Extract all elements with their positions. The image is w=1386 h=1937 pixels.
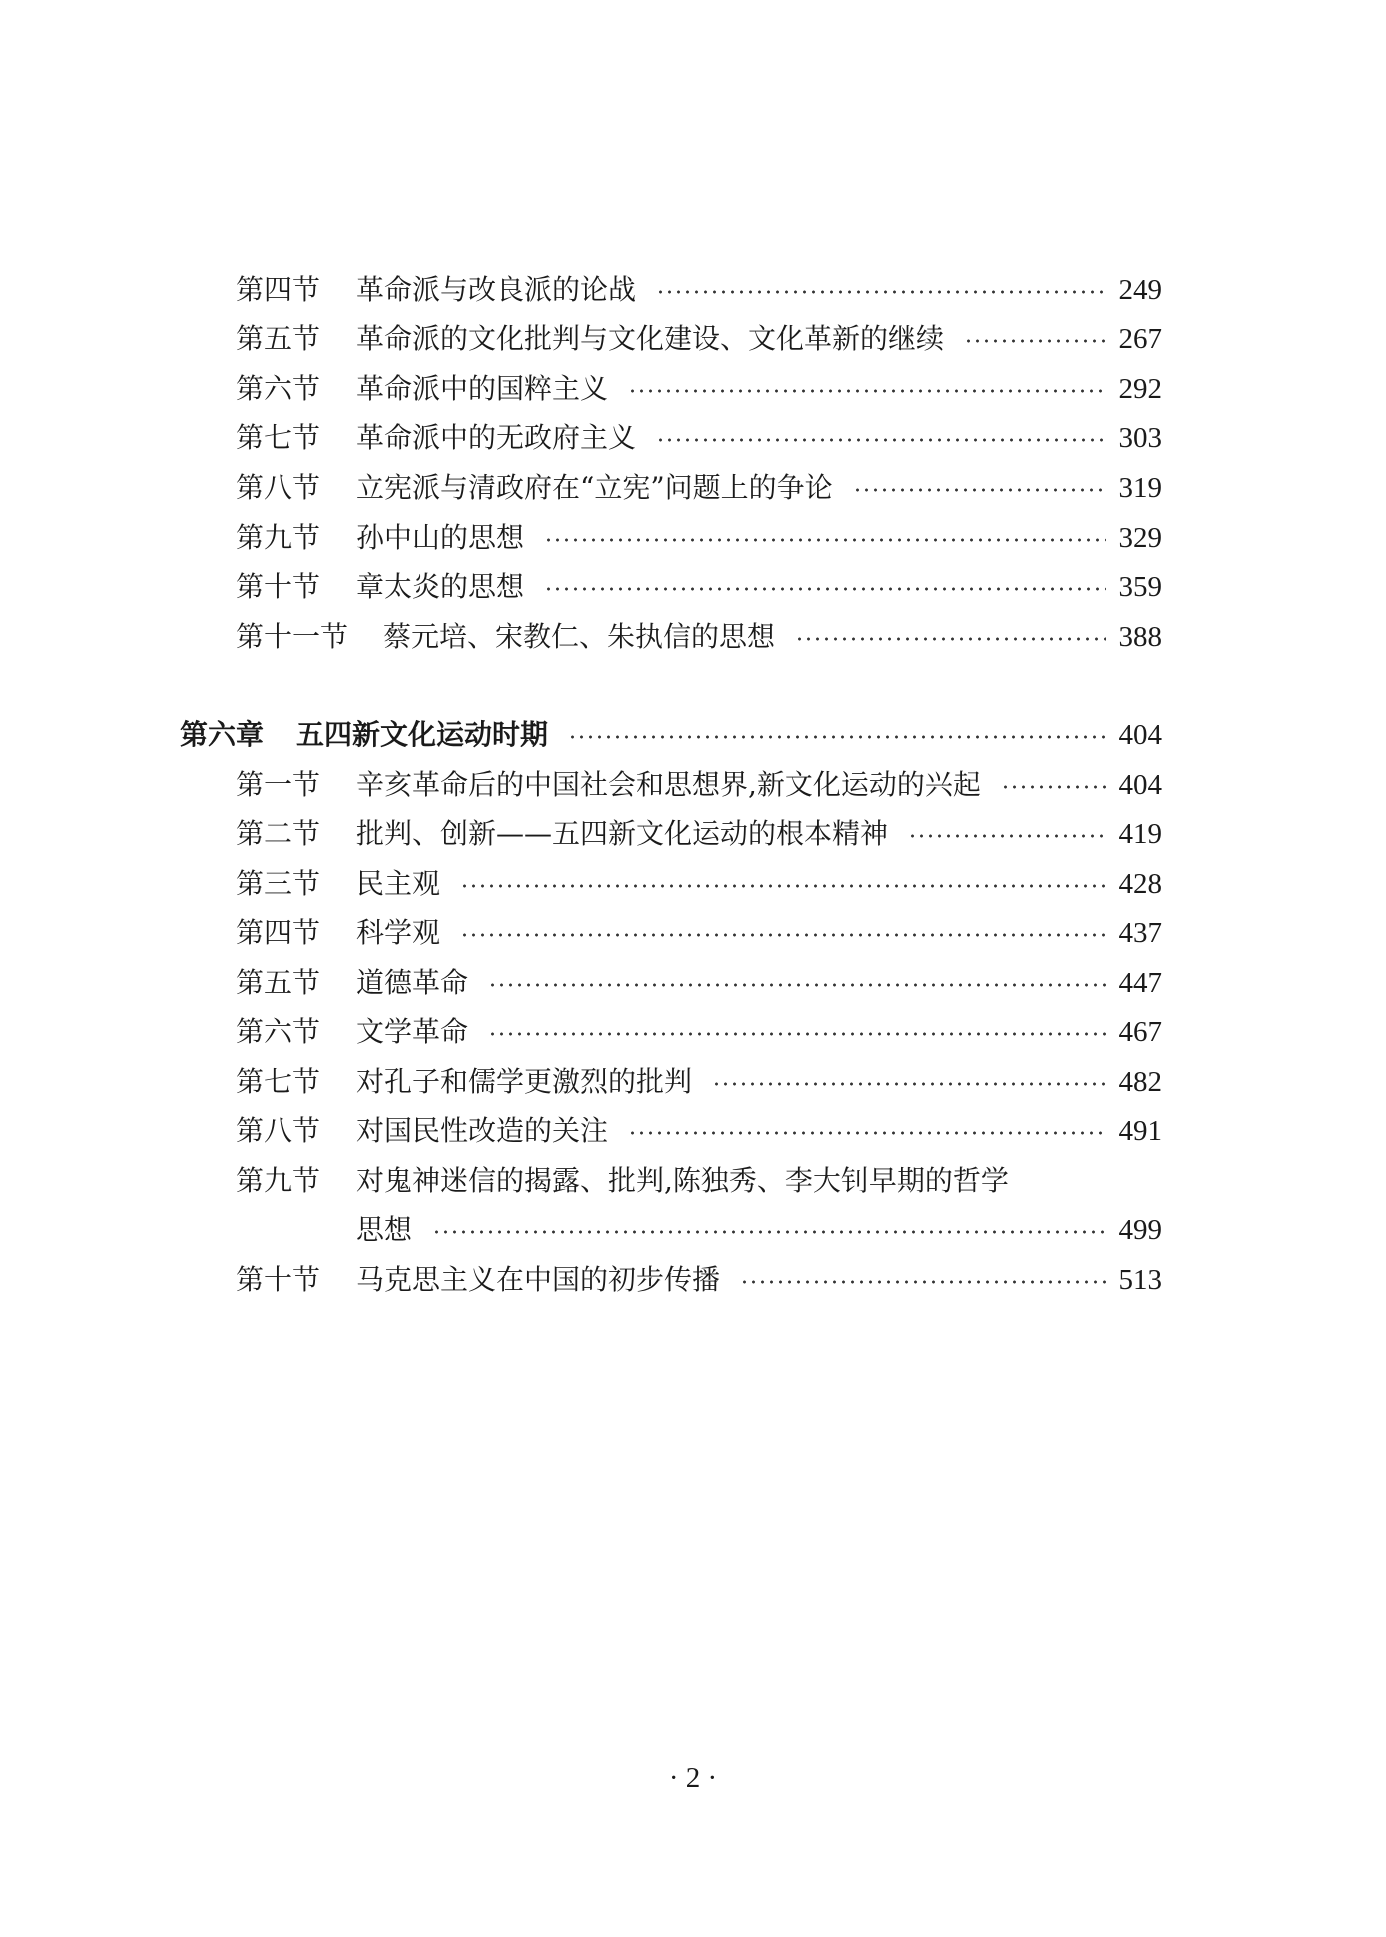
section-number: 第十节 bbox=[236, 1263, 321, 1296]
page-number: 467 bbox=[1118, 1016, 1162, 1048]
page-number: 267 bbox=[1118, 323, 1162, 355]
chapter-heading[interactable] bbox=[180, 713, 1162, 757]
dot-leader bbox=[460, 933, 1106, 937]
section-title: 革命派中的无政府主义 bbox=[356, 421, 637, 454]
toc-entry[interactable] bbox=[236, 367, 1162, 411]
chapter-number: 第六章 bbox=[180, 718, 265, 751]
dot-leader bbox=[656, 290, 1106, 294]
dot-leader bbox=[488, 1032, 1106, 1036]
toc-entry[interactable] bbox=[236, 763, 1162, 807]
section-number: 第十一节 bbox=[236, 620, 349, 653]
page-footer-number: · 2 · bbox=[668, 1762, 718, 1794]
page-number: 319 bbox=[1118, 472, 1162, 504]
page-number: 303 bbox=[1118, 422, 1162, 454]
page-number: 491 bbox=[1118, 1115, 1162, 1147]
section-number: 第五节 bbox=[236, 966, 321, 999]
toc-entry[interactable] bbox=[236, 1060, 1162, 1104]
section-number: 第四节 bbox=[236, 273, 321, 306]
section-title: 对国民性改造的关注 bbox=[356, 1114, 609, 1147]
page-number: 359 bbox=[1118, 571, 1162, 603]
toc-entry[interactable] bbox=[236, 416, 1162, 460]
page-number: 482 bbox=[1118, 1066, 1162, 1098]
dot-leader bbox=[740, 1280, 1106, 1284]
dot-leader bbox=[432, 1230, 1106, 1234]
dot-leader bbox=[544, 587, 1106, 591]
section-title: 民主观 bbox=[356, 867, 441, 900]
dot-leader bbox=[628, 1131, 1106, 1135]
toc-entry[interactable] bbox=[236, 1010, 1162, 1054]
section-title: 蔡元培、宋教仁、朱执信的思想 bbox=[383, 620, 776, 653]
section-number: 第三节 bbox=[236, 867, 321, 900]
section-title: 章太炎的思想 bbox=[356, 570, 525, 603]
section-number: 第一节 bbox=[236, 768, 321, 801]
page-number: 292 bbox=[1118, 373, 1162, 405]
section-title: 革命派与改良派的论战 bbox=[356, 273, 637, 306]
dot-leader bbox=[656, 438, 1106, 442]
page-number: 428 bbox=[1118, 868, 1162, 900]
section-number: 第七节 bbox=[236, 1065, 321, 1098]
dot-leader bbox=[628, 389, 1106, 393]
section-title: 立宪派与清政府在“立宪”问题上的争论 bbox=[356, 471, 833, 504]
dot-leader bbox=[460, 884, 1106, 888]
section-title: 科学观 bbox=[356, 916, 441, 949]
section-number: 第四节 bbox=[236, 916, 321, 949]
dot-leader bbox=[544, 538, 1106, 542]
section-title: 革命派中的国粹主义 bbox=[356, 372, 609, 405]
section-number: 第七节 bbox=[236, 421, 321, 454]
section-title: 马克思主义在中国的初步传播 bbox=[356, 1263, 721, 1296]
toc-entry[interactable] bbox=[236, 615, 1162, 659]
toc-entry[interactable] bbox=[236, 961, 1162, 1005]
page-number: 329 bbox=[1118, 522, 1162, 554]
page-number: 499 bbox=[1118, 1214, 1162, 1246]
page-number: 437 bbox=[1118, 917, 1162, 949]
section-title: 对鬼神迷信的揭露、批判,陈独秀、李大钊早期的哲学 bbox=[356, 1164, 1009, 1197]
section-number: 第二节 bbox=[236, 817, 321, 850]
dot-leader bbox=[712, 1082, 1106, 1086]
section-number: 第十节 bbox=[236, 570, 321, 603]
toc-entry[interactable] bbox=[236, 911, 1162, 955]
page-number: 249 bbox=[1118, 274, 1162, 306]
dot-leader bbox=[1001, 785, 1106, 789]
section-title-continued: 思想 bbox=[356, 1213, 413, 1246]
page-number: 447 bbox=[1118, 967, 1162, 999]
section-number: 第九节 bbox=[236, 1164, 321, 1197]
toc-entry[interactable] bbox=[236, 1159, 1162, 1203]
section-number: 第八节 bbox=[236, 1114, 321, 1147]
toc-entry-continuation[interactable] bbox=[356, 1208, 1162, 1252]
page-number: 419 bbox=[1118, 818, 1162, 850]
toc-entry[interactable] bbox=[236, 1258, 1162, 1302]
section-number: 第五节 bbox=[236, 322, 321, 355]
dot-leader bbox=[853, 488, 1106, 492]
section-number: 第六节 bbox=[236, 1015, 321, 1048]
dot-leader bbox=[908, 834, 1106, 838]
page-number: 404 bbox=[1118, 769, 1162, 801]
toc-entry[interactable] bbox=[236, 812, 1162, 856]
section-title: 对孔子和儒学更激烈的批判 bbox=[356, 1065, 693, 1098]
toc-entry[interactable] bbox=[236, 317, 1162, 361]
section-number: 第六节 bbox=[236, 372, 321, 405]
section-title: 革命派的文化批判与文化建设、文化革新的继续 bbox=[356, 322, 945, 355]
toc-entry[interactable] bbox=[236, 268, 1162, 312]
chapter-title: 五四新文化运动时期 bbox=[296, 718, 549, 751]
toc-entry[interactable] bbox=[236, 862, 1162, 906]
page-number: 388 bbox=[1118, 621, 1162, 653]
dot-leader bbox=[488, 983, 1106, 987]
section-title: 文学革命 bbox=[356, 1015, 469, 1048]
section-number: 第九节 bbox=[236, 521, 321, 554]
page-number: 404 bbox=[1118, 719, 1162, 751]
toc-entry[interactable] bbox=[236, 516, 1162, 560]
dot-leader bbox=[964, 339, 1106, 343]
toc-entry[interactable] bbox=[236, 466, 1162, 510]
section-number: 第八节 bbox=[236, 471, 321, 504]
toc-entry[interactable] bbox=[236, 565, 1162, 609]
toc-entry[interactable] bbox=[236, 1109, 1162, 1153]
dot-leader bbox=[795, 637, 1106, 641]
page-number: 513 bbox=[1118, 1264, 1162, 1296]
section-title: 辛亥革命后的中国社会和思想界,新文化运动的兴起 bbox=[356, 768, 981, 801]
section-title: 批判、创新——五四新文化运动的根本精神 bbox=[356, 817, 889, 850]
dot-leader bbox=[568, 735, 1106, 739]
section-title: 道德革命 bbox=[356, 966, 469, 999]
section-title: 孙中山的思想 bbox=[356, 521, 525, 554]
